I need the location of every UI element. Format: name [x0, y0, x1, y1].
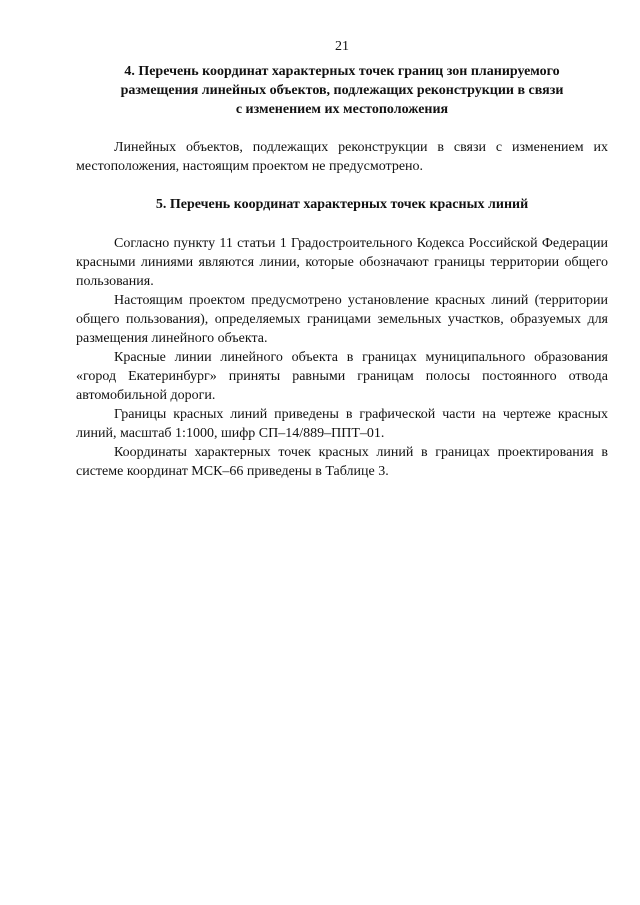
section-4 — [76, 62, 608, 176]
section-5 — [76, 195, 608, 481]
section-4-heading-line: с изменением их местоположения — [235, 102, 449, 117]
section-4-heading-line: размещения линейных объектов, подлежащих реконструкции в связи — [120, 83, 564, 98]
section-5-heading: 5. Перечень координат характерных точек красных линий — [155, 197, 529, 212]
spacer — [76, 214, 608, 234]
section-4-heading-line: 4. Перечень координат характерных точек границ зон планируемого — [124, 64, 560, 79]
page-number: 21 — [335, 39, 349, 54]
spacer — [76, 176, 608, 195]
section-5-paragraph: Границы красных линий приведены в графической части на чертеже красных линий, масштаб 1:1000, шифр СП–14/889–ППТ–01. — [76, 407, 608, 441]
section-5-paragraph: Согласно пункту 11 статьи 1 Градостроительного Кодекса Российской Федерации красными линиями являются линии, которые обозначают границы территории общего пользования. — [76, 236, 608, 289]
spacer — [76, 119, 608, 138]
section-4-heading — [76, 62, 608, 119]
section-5-paragraph: Настоящим проектом предусмотрено установление красных линий (территории общего пользования), определяемых границами земельных участков, образуемых для размещения линейного объекта. — [76, 293, 608, 346]
section-4-paragraph: Линейных объектов, подлежащих реконструкции в связи с изменением их местоположения, настоящим проектом не предусмотрено. — [76, 140, 608, 174]
section-5-paragraph: Координаты характерных точек красных линий в границах проектирования в системе координат МСК–66 приведены в Таблице 3. — [76, 445, 608, 479]
section-5-paragraph: Красные линии линейного объекта в границах муниципального образования «город Екатеринбург» приняты равными границам полосы постоянного отвода автомобильной дороги. — [76, 350, 608, 403]
